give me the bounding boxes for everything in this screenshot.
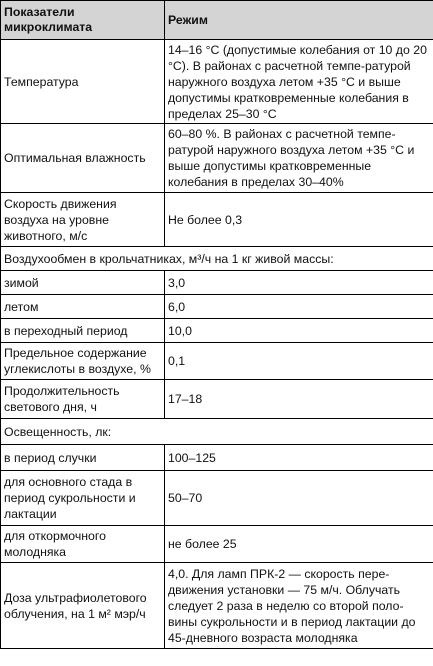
table-row [1,295,433,319]
table-row [1,380,433,419]
row-value: не более 25 [165,526,433,563]
header-mode-label: Режим [168,12,208,27]
table-row [1,271,433,295]
row-value: 50–70 [165,471,433,526]
table-row [1,563,433,649]
row-label: Доза ультрафиолетового облучения, на 1 м² мэр/ч [1,563,165,649]
table-row [1,343,433,380]
section-label: Воздухообмен в крольчатниках, м³/ч на 1 кг живой массы: [1,247,433,271]
table-row [1,193,433,247]
row-label: зимой [1,271,165,295]
header-indicators-label: Показатели микроклимата [4,5,93,34]
row-value: 3,0 [165,271,433,295]
section-label: Освещенность, лк: [1,419,433,445]
section-row [1,247,433,271]
row-label: Оптимальная влажность [1,124,165,193]
row-value: Не более 0,3 [165,193,433,247]
header-mode [165,1,433,40]
row-label: в переходный период [1,319,165,343]
row-value: 14–16 °С (допустимые колебания от 10 до 20 °С). В районах с расчетной темпе-ратурой наружного воздуха летом +35 °С и выше допустимы кратковременные колебания в пределах 25–30 °С [165,40,433,124]
row-label: Предельное содержание углекислоты в воздухе, % [1,343,165,380]
table-row [1,526,433,563]
header-row [1,1,433,40]
row-label: Скорость движения воздуха на уровне животного, м/с [1,193,165,247]
header-indicators [1,1,165,40]
table-row [1,445,433,471]
row-label: летом [1,295,165,319]
row-label: для откормочного молодняка [1,526,165,563]
row-value: 10,0 [165,319,433,343]
table-row [1,471,433,526]
row-value: 0,1 [165,343,433,380]
row-value: 4,0. Для ламп ПРК-2 — скорость пере-движения установки — 75 м/ч. Облучать следует 2 раза в неделю со второй поло-вины сукрольности и в период лактации до 45-дневного возраста молодняка [165,563,433,649]
row-label: Продолжительность светового дня, ч [1,380,165,419]
section-row [1,419,433,445]
row-value: 60–80 %. В районах с расчетной темпе-ратурой наружного воздуха летом +35 °С и выше допустимы кратковременные колебания в пределах 30–40% [165,124,433,193]
row-label: Температура [1,40,165,124]
row-value: 6,0 [165,295,433,319]
table-row [1,124,433,193]
row-value: 100–125 [165,445,433,471]
row-label: в период случки [1,445,165,471]
table-row [1,319,433,343]
row-value: 17–18 [165,380,433,419]
row-label: для основного стада в период сукрольности и лактации [1,471,165,526]
table-row [1,40,433,124]
